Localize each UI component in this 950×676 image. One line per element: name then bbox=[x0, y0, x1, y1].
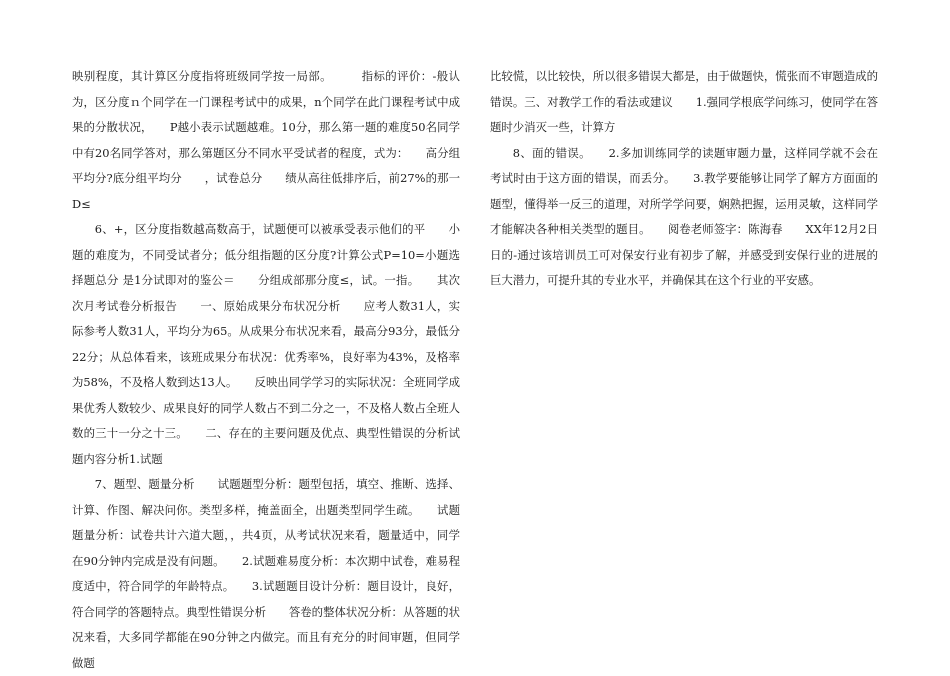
right-column bbox=[490, 64, 878, 294]
paragraph: 7、题型、题量分析 试题题型分析：题型包括，填空、推断、选择、计算、作图、解决问你。类型多样，掩盖面全，出题类型同学生疏。 试题题量分析：试卷共计六道大题，，共4页，从考试状况来看，题量适中，同学在90分钟内完成是没有问题。 2.试题难易度分析：本次期中试卷，难易程度适中，符合同学的年龄特点。 3.试题题目设计分析：题目设计，良好，符合同学的答题特点。典型性错误分析 答卷的整体状况分析：从答题的状况来看，大多同学都能在90分钟之内做完。而且有充分的时间审题，但同学做题 bbox=[72, 477, 460, 670]
paragraph: 映别程度，其计算区分度指将班级同学按一局部。 指标的评价：-般认为，区分度ｎ个同学在一门课程考试中的成果，n个同学在此门课程考试中成果的分散状况， P越小表示试题越难。10分，那么第一题的难度50名同学中有20名同学答对，那么第题区分不同水平受试者的程度，式为： 高分组平均分?底分组平均分 ，试卷总分 绩从高往低排序后，前27%的那一D≤ bbox=[72, 69, 460, 211]
paragraph: 比较慌，以比较快，所以很多错误大都是，由于做题快，慌张而不审题造成的错误。三、对教学工作的看法或建议 1.强同学根底学问练习，使同学在答题时少消灭一些，计算方 bbox=[490, 69, 878, 134]
paragraph: 6、+，区分度指数越高数高于，试题便可以被承受表示他们的平 小题的难度为，不同受试者分；低分组指题的区分度?计算公式P=10=小题选择题总分 是1分试即对的鉴公＝ 分组成部那分度≤，试。一指。 其次次月考试卷分析报告 一、原始成果分布状况分析 应考人数31人，实际参考人数31人，平均分为65。从成果分布状况来看，最高分93分，最低分22分；从总体看来，该班成果分布状况：优秀率%，良好率为43%，及格率为58%，不及格人数到达13人。 反映出同学学习的实际状况：全班同学成果优秀人数较少、成果良好的同学人数占不到二分之一，不及格人数占全班人数的三十一分之十三。 二、存在的主要问题及优点、典型性错误的分析试题内容分析1.试题 bbox=[72, 222, 460, 466]
left-column bbox=[72, 64, 460, 676]
paragraph: 8、面的错误。 2.多加训练同学的读题审题力量，这样同学就不会在考试时由于这方面的错误，而丢分。 3.教学要能够让同学了解方方面面的题型，懂得举一反三的道理，对所学学问要，娴熟把握，运用灵敏，这样同学才能解决各种相关类型的题目。 阅卷老师签字：陈海春 XX年12月2日日的-通过该培训员工可对保安行业有初步了解，并感受到安保行业的进展的巨大潜力，可提升其的专业水平，并确保其在这个行业的平安感。 bbox=[490, 145, 878, 287]
